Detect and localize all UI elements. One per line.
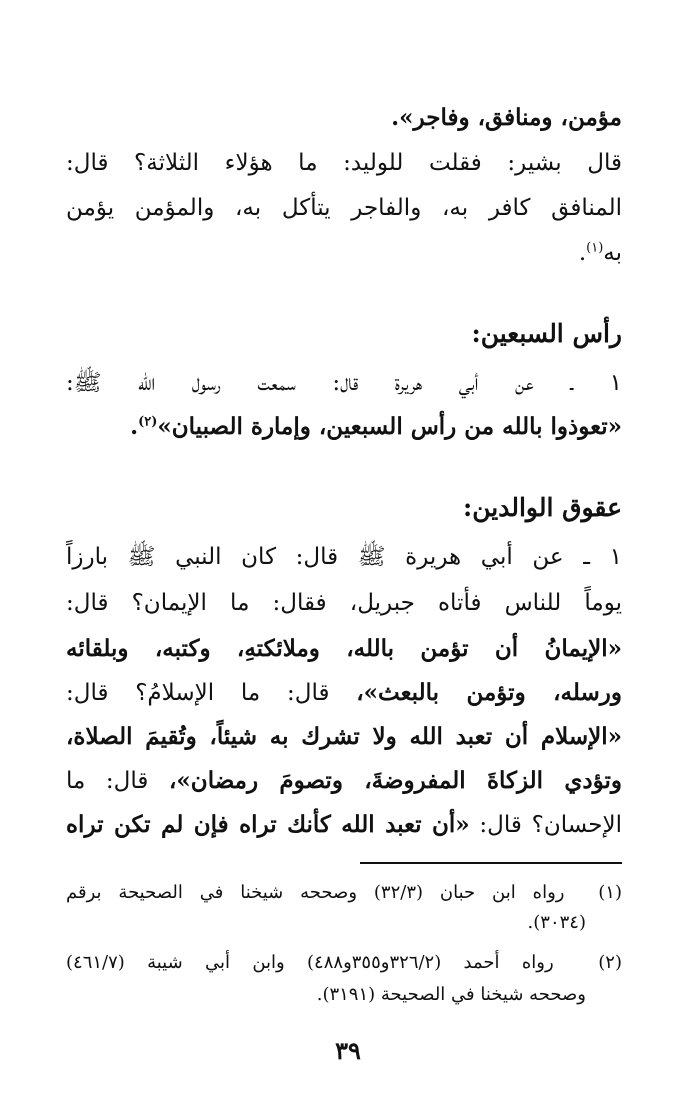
section2-line6-rest: قال: ما: [66, 768, 169, 794]
section-heading-ras-alsabeen: رأس السبعين:: [471, 319, 622, 348]
section2-line6-bold: وتؤدي الزكاةَ المفروضةَ، وتصومَ رمضان»،: [169, 767, 622, 794]
section2-line7-bold: «أن تعبد الله كأنك تراه فإن لم تكن تراه: [66, 811, 470, 838]
section2-line4-bold: ورسله، وتؤمن بالبعث»،: [356, 679, 622, 706]
footnote-2-text: رواه أحمد (٣٢٦/٢و٣٥٥و٤٨٨) وابن أبي شيبة (٤٦١/٧): [66, 952, 554, 973]
page-number: ٣٩: [335, 1036, 361, 1065]
para1-line3: [579, 236, 622, 270]
para1-line2: المنافق كافر به، والفاجر يتأكل به، والمؤمن يؤمن: [66, 195, 622, 221]
section2-line2: يوماً للناس فأتاه جبريل، فقال: ما الإيمان؟ قال:: [66, 590, 622, 616]
footnote-1-text: رواه ابن حبان (٣٢/٣) وصححه شيخنا في الصحيحة برقم: [66, 882, 565, 903]
para1-line3-end: .: [578, 240, 587, 266]
footnote-1-marker: (١): [598, 882, 622, 903]
section-heading-uquq-alwalidayn: عقوق الوالدين:: [463, 493, 622, 522]
para1-line3-text: به: [603, 240, 622, 266]
footnote-2-line1: [66, 948, 622, 978]
section2-line1: ١ ـ عن أبي هريرة ﷺ قال: كان النبي ﷺ بارزاً: [66, 544, 622, 570]
section1-line1: ١ ـ عن أبي هريرة قال: سمعت رسول الله ﷺ:: [66, 370, 622, 396]
opening-line-text: مؤمن، ومنافق، وفاجر».: [391, 104, 622, 131]
section2-line5: «الإسلام أن تعبد الله ولا تشرك به شيئاً، وتُقيمَ الصلاة،: [66, 723, 622, 750]
footnote-2-line2: وصححه شيخنا في الصحيحة (٣١٩١).: [316, 984, 586, 1005]
para1-line1: قال بشير: فقلت للوليد: ما هؤلاء الثلاثة؟ قال:: [66, 150, 622, 176]
section1-line2-text: «تعوذوا بالله من رأس السبعين، وإمارة الصبيان»: [157, 413, 622, 440]
book-page: [66, 0, 622, 1104]
section2-line4-rest: قال: ما الإسلامُ؟ قال:: [66, 680, 357, 706]
footnote-1-line2: (٣٠٣٤).: [527, 912, 586, 933]
section1-line2-end: .: [130, 413, 139, 440]
footnote-1-line1: [66, 878, 622, 908]
footnote-ref-1: (١): [586, 240, 604, 256]
footnote-ref-2: (٢): [138, 414, 158, 430]
section2-line3: «الإيمانُ أن تؤمن بالله، وملائكتهِ، وكتبه، وبلقائه: [66, 635, 622, 662]
footnote-2-marker: (٢): [598, 952, 622, 973]
section2-line4: [66, 676, 622, 710]
section2-line7-start: الإحسان؟ قال:: [469, 812, 622, 838]
section2-line7: [66, 808, 622, 842]
opening-line: [391, 101, 622, 135]
footnote-divider: [360, 862, 622, 864]
section1-line2: [130, 410, 622, 444]
section2-line6: [66, 764, 622, 798]
